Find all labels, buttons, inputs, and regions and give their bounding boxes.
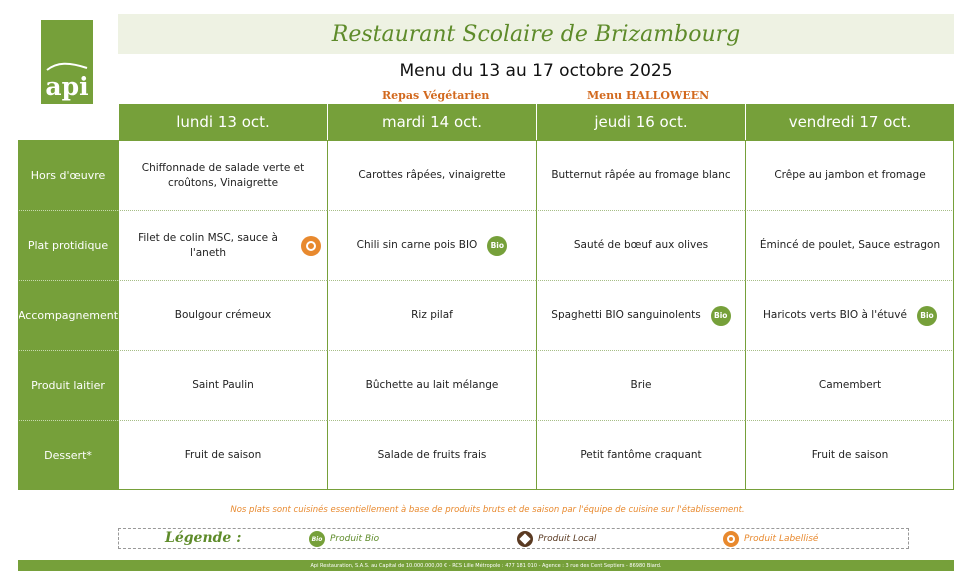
dish-name: Saint Paulin <box>192 379 254 391</box>
dish-name: Émincé de poulet, Sauce estragon <box>759 239 941 251</box>
day-header: jeudi 16 oct. <box>536 104 745 140</box>
dish-name: Haricots verts BIO à l'étuvé <box>763 309 907 321</box>
menu-cell <box>745 350 954 420</box>
label-rouge-icon <box>301 236 321 256</box>
logo-text: api <box>45 72 89 101</box>
menu-cell <box>536 350 745 420</box>
bio-icon: Bio <box>711 306 731 326</box>
bio-icon: Bio <box>309 531 325 547</box>
menu-cell <box>118 420 327 490</box>
legend-item-bio <box>309 531 379 547</box>
local-product-icon <box>517 531 533 547</box>
menu-cell <box>745 420 954 490</box>
legend <box>118 528 909 549</box>
menu-cell <box>327 140 536 210</box>
dish-name: Spaghetti BIO sanguinolents <box>551 309 701 321</box>
menu-cell <box>118 350 327 420</box>
cooking-note: Nos plats sont cuisinés essentiellement à base de produits bruts et de saison par l'équipe de cuisine sur l'établissement. <box>230 505 745 515</box>
dish-name: Filet de colin MSC, sauce à l'aneth <box>138 231 278 259</box>
dish-name: Fruit de saison <box>811 449 889 461</box>
course-label: Accompagnement <box>18 280 118 350</box>
menu-cell <box>745 140 954 210</box>
dish-name: Petit fantôme craquant <box>580 449 702 461</box>
table-corner <box>18 104 118 140</box>
dish-name: Boulgour crémeux <box>174 309 272 321</box>
legend-bio-label: Produit Bio <box>330 534 380 544</box>
course-label: Plat protidique <box>18 210 118 280</box>
menu-cell <box>118 210 327 280</box>
theme-halloween: Menu HALLOWEEN <box>587 89 710 102</box>
menu-cell <box>536 140 745 210</box>
menu-cell <box>536 420 745 490</box>
dish-name: Fruit de saison <box>184 449 262 461</box>
company-footer: Api Restauration, S.A.S. au Capital de 10.000.000,00 € - RCS Lille Métropole : 477 181 010 - Agence : 3 rue des Cent Septiers - 86980 Biard. <box>18 560 954 571</box>
day-header: lundi 13 oct. <box>118 104 327 140</box>
menu-cell <box>118 280 327 350</box>
course-label: Produit laitier <box>18 350 118 420</box>
menu-period: Menu du 13 au 17 octobre 2025 <box>399 61 673 81</box>
legend-item-local <box>517 531 596 547</box>
menu-cell <box>536 280 745 350</box>
day-header: mardi 14 oct. <box>327 104 536 140</box>
course-label: Hors d'œuvre <box>18 140 118 210</box>
legend-local-label: Produit Local <box>538 534 597 544</box>
dish-name: Chili sin carne pois BIO <box>356 239 478 251</box>
menu-cell <box>118 140 327 210</box>
dish-name: Camembert <box>818 379 882 391</box>
menu-cell <box>536 210 745 280</box>
menu-cell <box>327 420 536 490</box>
restaurant-title: Restaurant Scolaire de Brizambourg <box>331 21 741 47</box>
bio-icon: Bio <box>487 236 507 256</box>
menu-cell <box>745 210 954 280</box>
bio-icon: Bio <box>917 306 937 326</box>
menu-table <box>18 104 954 490</box>
legend-item-labelled <box>723 531 818 547</box>
dish-name: Carottes râpées, vinaigrette <box>358 169 506 181</box>
dish-name: Butternut râpée au fromage blanc <box>551 169 731 181</box>
theme-vegetarian: Repas Végétarien <box>382 89 490 102</box>
label-rouge-icon <box>723 531 739 547</box>
dish-name: Chiffonnade de salade verte et croûtons, Vinaigrette <box>141 161 305 189</box>
dish-name: Crêpe au jambon et fromage <box>774 169 926 181</box>
menu-cell <box>327 350 536 420</box>
title-band <box>118 14 954 54</box>
menu-cell <box>327 280 536 350</box>
legend-title: Légende : <box>165 530 242 546</box>
course-label: Dessert* <box>18 420 118 490</box>
dish-name: Riz pilaf <box>411 309 453 321</box>
legend-labelled-label: Produit Labellisé <box>744 534 819 544</box>
dish-name: Bûchette au lait mélange <box>365 379 499 391</box>
dish-name: Sauté de bœuf aux olives <box>573 239 709 251</box>
day-header: vendredi 17 oct. <box>745 104 954 140</box>
menu-cell <box>327 210 536 280</box>
dish-name: Salade de fruits frais <box>377 449 487 461</box>
menu-cell <box>745 280 954 350</box>
dish-name: Brie <box>630 379 652 391</box>
